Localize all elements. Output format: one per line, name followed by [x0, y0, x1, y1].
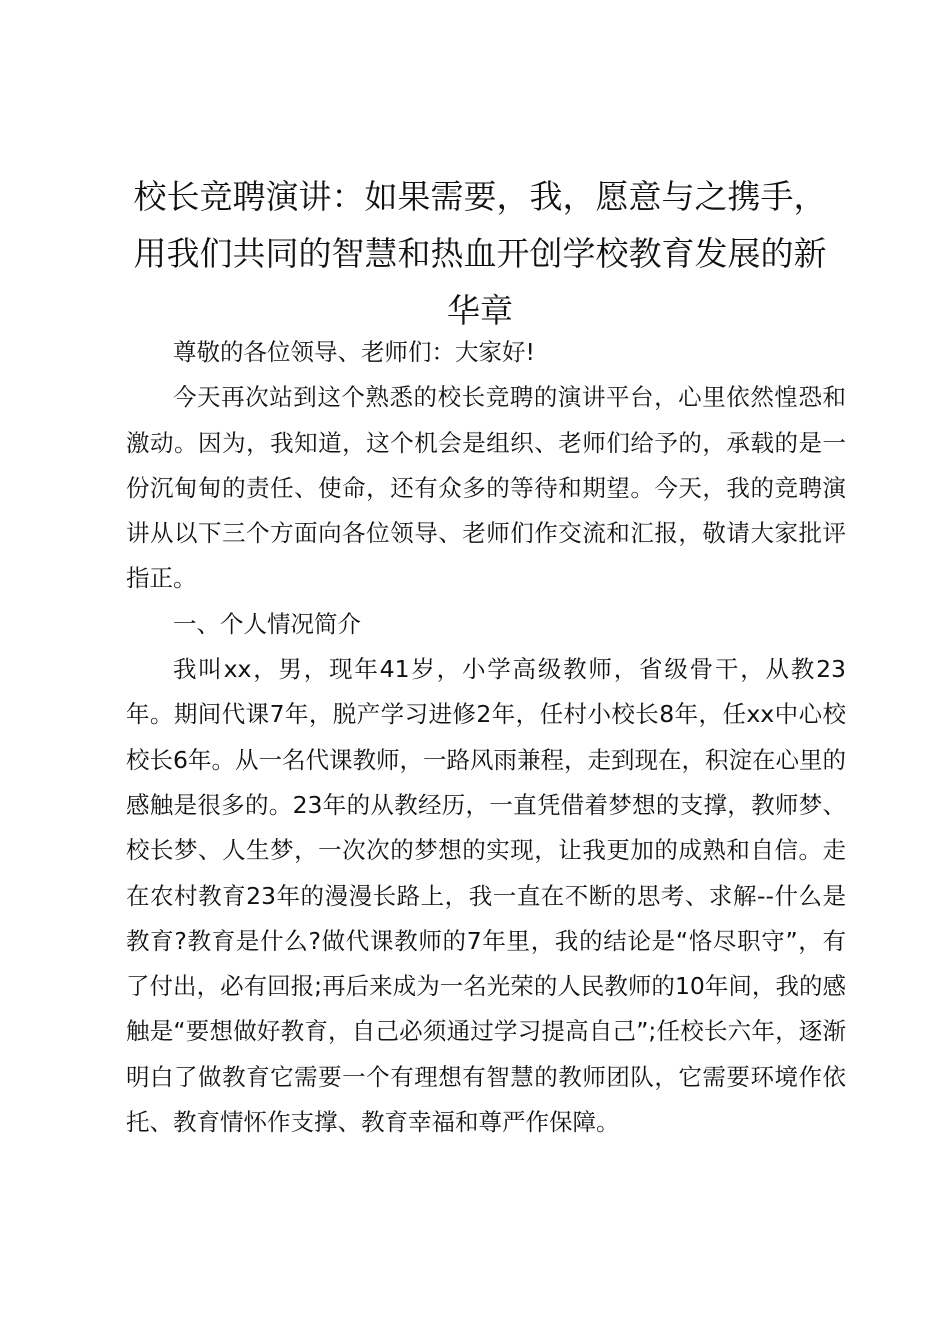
- personal-info-paragraph: 我叫xx，男，现年41岁，小学高级教师，省级骨干，从教23年。期间代课7年，脱产学习进修2年，任村小校长8年，任xx中心校校长6年。从一名代课教师，一路风雨兼程，走到现在，积淀在心里的感触是很多的。23年的从教经历，一直凭借着梦想的支撑，教师梦、校长梦、人生梦，一次次的梦想的实现，让我更加的成熟和自信。走在农村教育23年的漫漫长路上，我一直在不断的思考、求解--什么是教育?教育是什么?做代课教师的7年里，我的结论是“恪尽职守”，有了付出，必有回报;再后来成为一名光荣的人民教师的10年间，我的感触是“要想做好教育，自己必须通过学习提高自己”;任校长六年，逐渐明白了做教育它需要一个有理想有智慧的教师团队，它需要环境作依托、教育情怀作支撑、教育幸福和尊严作保障。: [126, 655, 846, 1137]
- section-heading: 一、个人情况简介: [173, 609, 361, 638]
- greeting-paragraph: 尊敬的各位领导、老师们：大家好!: [173, 338, 535, 366]
- document-body: [126, 330, 846, 1145]
- document-title: 校长竞聘演讲：如果需要，我，愿意与之携手，用我们共同的智慧和热血开创学校教育发展的新华章: [133, 177, 827, 330]
- intro-paragraph: 今天再次站到这个熟悉的校长竞聘的演讲平台，心里依然惶恐和激动。因为，我知道，这个机会是组织、老师们给予的，承载的是一份沉甸甸的责任、使命，还有众多的等待和期望。今天，我的竞聘演讲从以下三个方面向各位领导、老师们作交流和汇报，敬请大家批评指正。: [126, 383, 846, 593]
